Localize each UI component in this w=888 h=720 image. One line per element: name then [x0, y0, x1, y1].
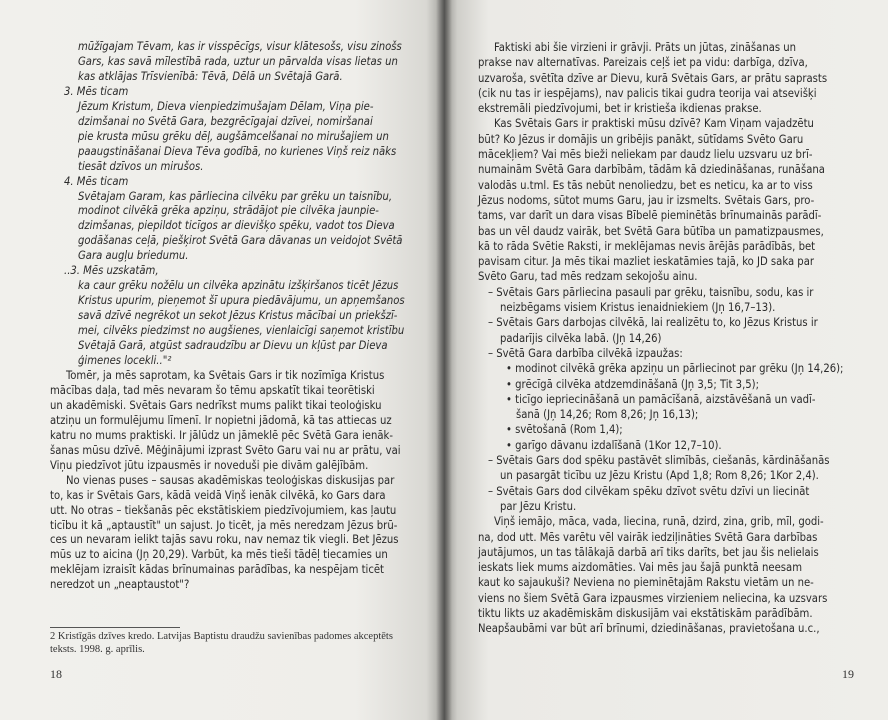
text-line: atziņu un formulējumu līmenī. Ir nopietni jādomā, kā tas attiecas uz: [50, 413, 392, 427]
text-line: – Svētais Gars dod cilvēkam spēku dzīvot svētu dzīvi un liecināt: [488, 484, 810, 498]
bullet-item: [478, 392, 850, 423]
text-line: (cik nu tas ir iespējams), nav palicis tikai gudra teorija vai atsevišķi: [478, 86, 817, 100]
text-line: numainām Svētā Gara darbībām, tādām kā dziedināšanas, runāšana: [478, 163, 825, 177]
text-line: Gars, kas savā mīlestībā rada, uztur un pārvalda visas lietas un: [78, 54, 398, 68]
paragraph: [478, 40, 850, 116]
text-line: ekstremāli piedzīvojumi, bet ir kristieša ikdienas prakse.: [478, 102, 762, 116]
text-line: mūs uz to aicina (Jņ 20,29). Varbūt, ka mēs tieši tādēļ tiecamies un: [50, 548, 388, 562]
text-line: katru no mums praktiski. Ir jālūdz un jāmeklē pēc Svētā Gara ienāk-: [50, 428, 394, 442]
text-line: un pasargāt ticību uz Jēzu Kristu (Apd 1,8; Rom 8,26; 1Kor 2,4).: [500, 469, 819, 483]
text-line: Svēto Garu, tad mēs redzam sekojošu ainu.: [478, 270, 698, 284]
text-line: kā to rāda Svētie Raksti, ir meklējamas nevis ārējās parādībās, bet: [478, 239, 816, 253]
text-line: godāšanas ceļā, piešķirot Svētā Gara dāvanas un veidojot Svētā: [78, 234, 403, 248]
paragraph: [50, 474, 432, 594]
footnote-rule: [50, 627, 180, 628]
footnote-line: 2 Kristīgās dzīves kredo. Latvijas Baptistu draudžu savienības padomes akceptēts: [50, 631, 393, 642]
paragraph: [50, 369, 432, 474]
text-line: uzvaroša, svētīta dzīve ar Dievu, kurā Svētais Gars, ar prātu saprasts: [478, 71, 828, 85]
creed-item-3-heading: 3. Mēs ticam: [64, 84, 129, 98]
text-line: mūžīgajam Tēvam, kas ir visspēcīgs, visur klātesošs, visu zinošs: [78, 40, 402, 53]
text-line: paaugstināšanai Dieva Tēva godībā, no kurienes Viņš reiz nāks: [78, 144, 397, 158]
text-line: Kas Svētais Gars ir praktiski mūsu dzīvē? Kam Viņam vajadzētu: [494, 117, 814, 131]
text-line: prakse nav alternatīvas. Pareizais ceļš iet pa vidu: darbīga, dzīva,: [478, 56, 808, 70]
left-page-text: [50, 40, 432, 593]
text-line: neredzot un „neaptaustot"?: [50, 578, 190, 592]
text-line: na, dod utt. Mēs varētu vēl vairāk iedziļināties Svētā Gara darbības: [478, 530, 818, 544]
creed-item-2-tail: [50, 40, 432, 85]
page-number-left: 18: [50, 667, 62, 681]
text-line: • svētošanā (Rom 1,4);: [506, 423, 623, 437]
text-line: kas atklājas Trīsvienībā: Tēvā, Dēlā un Svētajā Garā.: [78, 69, 343, 83]
text-line: to, kas ir Svētais Gars, kādā veidā Viņš ienāk cilvēkā, ko Gars dara: [50, 488, 386, 502]
text-line: Viņš iemājo, māca, vada, liecina, runā, dzird, zina, grib, mīl, godi-: [494, 515, 824, 529]
text-line: dzimšanas, piepildot ticīgos ar dievišķo spēku, vadot tos Dieva: [78, 219, 395, 233]
text-line: utt. No otras – tiekšanās pēc ekstātiskiem piedzīvojumiem, kas ļautu: [50, 503, 397, 517]
text-line: Svētajam Garam, kas pārliecina cilvēku par grēku un taisnību,: [78, 189, 393, 203]
text-line: tiesāt dzīvos un mirušos.: [78, 159, 204, 173]
text-line: • garīgo dāvanu izdalīšanā (1Kor 12,7–10).: [506, 438, 722, 452]
text-line: • ticīgo iepriecināšanā un pamācīšanā, aizstāvēšanā un vadī-: [506, 392, 816, 406]
bullet-item: [478, 438, 850, 453]
text-line: būt? Ko Jēzus ir domājis un gribējis panākt, sūtīdams Svēto Garu: [478, 132, 804, 146]
dash-item: [478, 453, 850, 484]
text-line: modinot cilvēkā grēka apziņu, strādājot pie cilvēka jaunpie-: [78, 204, 379, 218]
bullet-item: [478, 361, 850, 376]
text-line: ces un nevaram ielikt tajās savu roku, nav nemaz tik viegli. Bet Jēzus: [50, 533, 399, 547]
creed-item-3-body: [50, 100, 432, 175]
creed-item-4-body: [50, 190, 432, 265]
text-line: – Svētais Gars pārliecina pasauli par grēku, taisnību, sodu, kas ir: [488, 285, 814, 299]
dash-item: [478, 484, 850, 515]
bullet-item: [478, 377, 850, 392]
paragraph: [478, 116, 850, 284]
text-line: • grēcīgā cilvēka atdzemdināšanā (Jņ 3,5; Tit 3,5);: [506, 377, 760, 391]
text-line: Kristus upurim, pieņemot šī upura piedāvājumu, un apņemšanos: [78, 294, 405, 308]
text-line: mācekļiem? Vai mēs bieži neliekam par daudz lielu uzsvaru uz brī-: [478, 148, 813, 162]
dash-item: [478, 315, 850, 346]
text-line: pie krusta mūsu grēku dēļ, augšāmcelšanai no mirušajiem un: [78, 129, 389, 143]
right-page-text: [478, 40, 850, 637]
text-line: ieskats liek mums aizdomāties. Vai mēs jau šajā punktā neesam: [478, 561, 802, 575]
text-line: savā dzīvē negrēkot un sekot Jēzus Kristus mācībai un priekšzī-: [78, 309, 398, 323]
text-line: Viņu piedzīvot jūtu izpausmēs ir noveduši pie divām galējībām.: [50, 458, 369, 472]
text-line: ģimenes locekli.."²: [78, 354, 172, 368]
text-line: tams, var darīt un dara visas Bībelē pieminētās brīnumainās parādī-: [478, 209, 822, 223]
footnote: [50, 631, 430, 656]
text-line: No vienas puses – sausas akadēmiskas teoloģiskas diskusijas par: [66, 473, 395, 487]
text-line: neizbēgams visiem Kristus ienaidniekiem (Jņ 16,7–13).: [500, 301, 776, 315]
text-line: tiktu likts uz akadēmiskām diskusijām vai ekstātiskām parādībām.: [478, 606, 813, 620]
text-line: Svētajā Garā, atgūst sadraudzību ar Dievu un kļūst par Dieva: [78, 339, 388, 353]
text-line: padarījis cilvēka labā. (Jņ 14,26): [500, 331, 662, 345]
text-line: Jēzus nodoms, sūtot mums Garu, jau ir izsmelts. Svētais Gars, pro-: [478, 193, 815, 207]
text-line: • modinot cilvēkā grēka apziņu un pārliecinot par grēku (Jņ 14,26);: [506, 362, 844, 376]
text-line: ka caur grēku nožēlu un cilvēka apzinātu izšķiršanos ticēt Jēzus: [78, 279, 399, 293]
text-line: Jēzum Kristum, Dieva vienpiedzimušajam Dēlam, Viņa pie-: [78, 99, 374, 113]
text-line: mācības daļa, tad mēs nevaram šo tēmu apskatīt tikai teorētiski: [50, 383, 375, 397]
text-line: bas un vēl daudz vairāk, bet Svētā Gara būtība un pamatizpausmes,: [478, 224, 824, 238]
text-line: Faktiski abi šie virzieni ir grāvji. Prāts un jūtas, zināšanas un: [494, 41, 797, 54]
text-line: par Jēzu Kristu.: [500, 499, 577, 513]
text-line: – Svētais Gars dod spēku pastāvēt slimībās, ciešanās, kārdināšanās: [488, 454, 830, 468]
text-line: mei, cilvēks piedzimst no augšienes, vienlaicīgi saņemot kristību: [78, 324, 405, 338]
paragraph: [478, 514, 850, 636]
creed-item-4-heading: 4. Mēs ticam: [64, 174, 129, 188]
text-line: šanā (Jņ 14,26; Rom 8,26; Jņ 16,13);: [516, 408, 699, 422]
dash-item: [478, 346, 850, 361]
bullet-item: [478, 422, 850, 437]
book-gutter-shadow: [436, 0, 452, 720]
text-line: valodās u.tml. Es tās nebūt nenoliedzu, bet es neticu, ka ar to viss: [478, 178, 813, 192]
text-line: un akadēmiski. Svētais Gars nedrīkst mums palikt tikai teoloģisku: [50, 398, 382, 412]
text-line: pavisam citur. Ja mēs tikai mazliet ieskatāmies tajā, ko JD saka par: [478, 255, 815, 269]
text-line: kaut ko sajaukuši? Neviena no pieminētajām Rakstu vietām un ne-: [478, 576, 814, 590]
page-number-right: 19: [842, 667, 854, 681]
text-line: jautājumos, un tas tālākajā darbā arī tiks darīts, bet jau šis nelielais: [478, 545, 819, 559]
text-line: šanas mūsu dzīvē. Mēģinājumi izprast Svēto Garu vai nu ar prātu, vai: [50, 443, 401, 457]
dash-item: [478, 285, 850, 316]
text-line: Neapšaubāmi var būt arī brīnumi, dziedināšanas, pravietošana u.c.,: [478, 622, 820, 636]
creed-item-5-heading: ..3. Mēs uzskatām,: [64, 264, 159, 278]
text-line: ticību it kā „aptaustīt" un sajust. Jo ticēt, ja mēs neredzam Jēzus brū-: [50, 518, 398, 532]
text-line: Tomēr, ja mēs saprotam, ka Svētais Gars ir tik nozīmīga Kristus: [66, 368, 385, 382]
text-line: – Svētā Gara darbība cilvēkā izpaužas:: [488, 346, 683, 360]
creed-item-5-body: [50, 279, 432, 369]
text-line: meklējam izraisīt kādas brīnumainas parādības, ka nespējam ticēt: [50, 563, 385, 577]
text-line: Gara augļu briedumu.: [78, 249, 189, 263]
text-line: – Svētais Gars darbojas cilvēkā, lai realizētu to, ko Jēzus Kristus ir: [488, 316, 818, 330]
text-line: viens no šiem Svētā Gara izpausmes virzieniem neliecina, ka uzsvars: [478, 591, 828, 605]
footnote-line: teksts. 1998. g. aprīlis.: [50, 643, 145, 655]
text-line: dzimšanai no Svētā Gara, bezgrēcīgajai dzīvei, nomiršanai: [78, 114, 373, 128]
